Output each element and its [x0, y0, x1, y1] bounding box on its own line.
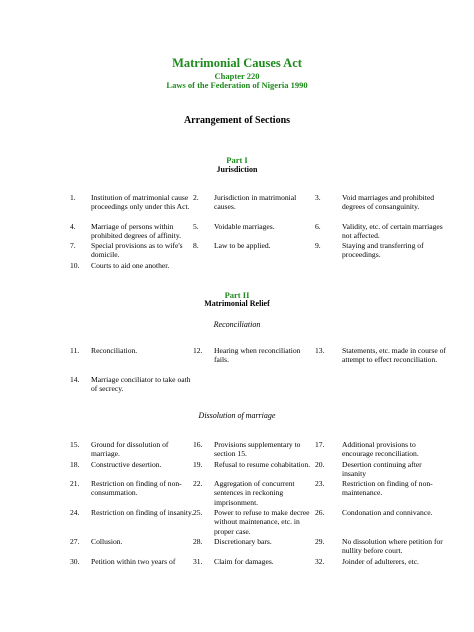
- section-number: 11.: [70, 346, 80, 355]
- section-number: 1.: [70, 193, 76, 202]
- section-number: 8.: [193, 241, 199, 250]
- section-number: 5.: [193, 222, 199, 231]
- section-title: Refusal to resume cohabitation.: [214, 460, 311, 469]
- section-title: Aggregation of concurrent sentences in reckoning imprisonment.: [214, 479, 295, 507]
- section-number: 13.: [315, 346, 325, 355]
- section-title: Marriage conciliator to take oath of secrecy.: [91, 375, 191, 394]
- section-title: Constructive desertion.: [91, 460, 162, 469]
- section-title: Staying and transferring of proceedings.: [342, 241, 424, 260]
- section-title: Petition within two years of: [91, 557, 176, 566]
- section-title: Collusion.: [91, 537, 123, 546]
- section-number: 14.: [70, 375, 80, 384]
- section-title: Reconciliation.: [91, 346, 138, 355]
- section-number: 17.: [315, 440, 325, 449]
- section-number: 29.: [315, 537, 325, 546]
- section-title: Validity, etc. of certain marriages not affected.: [342, 222, 443, 241]
- section-title: Restriction on finding of insanity.: [91, 508, 194, 517]
- section-title: Statements, etc. made in course of attempt to effect reconciliation.: [342, 346, 446, 365]
- section-number: 30.: [70, 557, 80, 566]
- section-number: 16.: [193, 440, 203, 449]
- part-1-name: Jurisdiction: [216, 165, 258, 174]
- section-number: 32.: [315, 557, 325, 566]
- section-title: Desertion continuing after insanity: [342, 460, 422, 479]
- section-number: 4.: [70, 222, 76, 231]
- arrangement-heading: Arrangement of Sections: [183, 115, 291, 126]
- section-number: 20.: [315, 460, 325, 469]
- section-number: 25.: [193, 508, 203, 517]
- section-number: 9.: [315, 241, 321, 250]
- section-title: Courts to aid one another.: [91, 261, 170, 270]
- section-number: 31.: [193, 557, 203, 566]
- section-number: 28.: [193, 537, 203, 546]
- section-number: 22.: [193, 479, 203, 488]
- section-title: Law to be applied.: [214, 241, 271, 250]
- section-title: Additional provisions to encourage reconciliation.: [342, 440, 419, 459]
- section-title: Institution of matrimonial cause proceedings only under this Act.: [91, 193, 190, 212]
- section-number: 19.: [193, 460, 203, 469]
- section-number: 6.: [315, 222, 321, 231]
- section-number: 23.: [315, 479, 325, 488]
- section-number: 24.: [70, 508, 80, 517]
- section-number: 18.: [70, 460, 80, 469]
- laws-reference: Laws of the Federation of Nigeria 1990: [166, 80, 308, 90]
- section-number: 26.: [315, 508, 325, 517]
- part-2-name: Matrimonial Relief: [204, 299, 270, 308]
- section-title: Condonation and connivance.: [342, 508, 433, 517]
- section-title: Claim for damages.: [214, 557, 274, 566]
- section-title: Joinder of adulterers, etc.: [342, 557, 419, 566]
- section-title: Void marriages and prohibited degrees of consanguinity.: [342, 193, 435, 212]
- act-title: Matrimonial Causes Act: [172, 56, 302, 70]
- section-number: 21.: [70, 479, 80, 488]
- section-title: Restriction on finding of non-consummation.: [91, 479, 182, 498]
- section-title: Ground for dissolution of marriage.: [91, 440, 169, 459]
- subheading-reconciliation: Reconciliation: [213, 320, 261, 329]
- section-title: Restriction on finding of non-maintenance.: [342, 479, 433, 498]
- section-title: Provisions supplementary to section 15.: [214, 440, 301, 459]
- subheading-dissolution: Dissolution of marriage: [198, 411, 276, 420]
- section-title: No dissolution where petition for nullity before court.: [342, 537, 443, 556]
- section-title: Special provisions as to wife's domicile.: [91, 241, 183, 260]
- section-number: 7.: [70, 241, 76, 250]
- section-title: Power to refuse to make decree without maintenance, etc. in proper case.: [214, 508, 310, 536]
- chapter-number: Chapter 220: [214, 71, 260, 81]
- section-number: 12.: [193, 346, 203, 355]
- section-title: Discretionary bars.: [214, 537, 272, 546]
- part-2-label: Part II: [224, 290, 250, 300]
- section-number: 27.: [70, 537, 80, 546]
- section-title: Marriage of persons within prohibited degrees of affinity.: [91, 222, 182, 241]
- section-number: 2.: [193, 193, 199, 202]
- section-number: 3.: [315, 193, 321, 202]
- part-1-label: Part I: [226, 155, 248, 165]
- section-number: 10.: [70, 261, 80, 270]
- section-title: Hearing when reconciliation fails.: [214, 346, 301, 365]
- section-title: Voidable marriages.: [214, 222, 275, 231]
- section-title: Jurisdiction in matrimonial causes.: [214, 193, 297, 212]
- section-number: 15.: [70, 440, 80, 449]
